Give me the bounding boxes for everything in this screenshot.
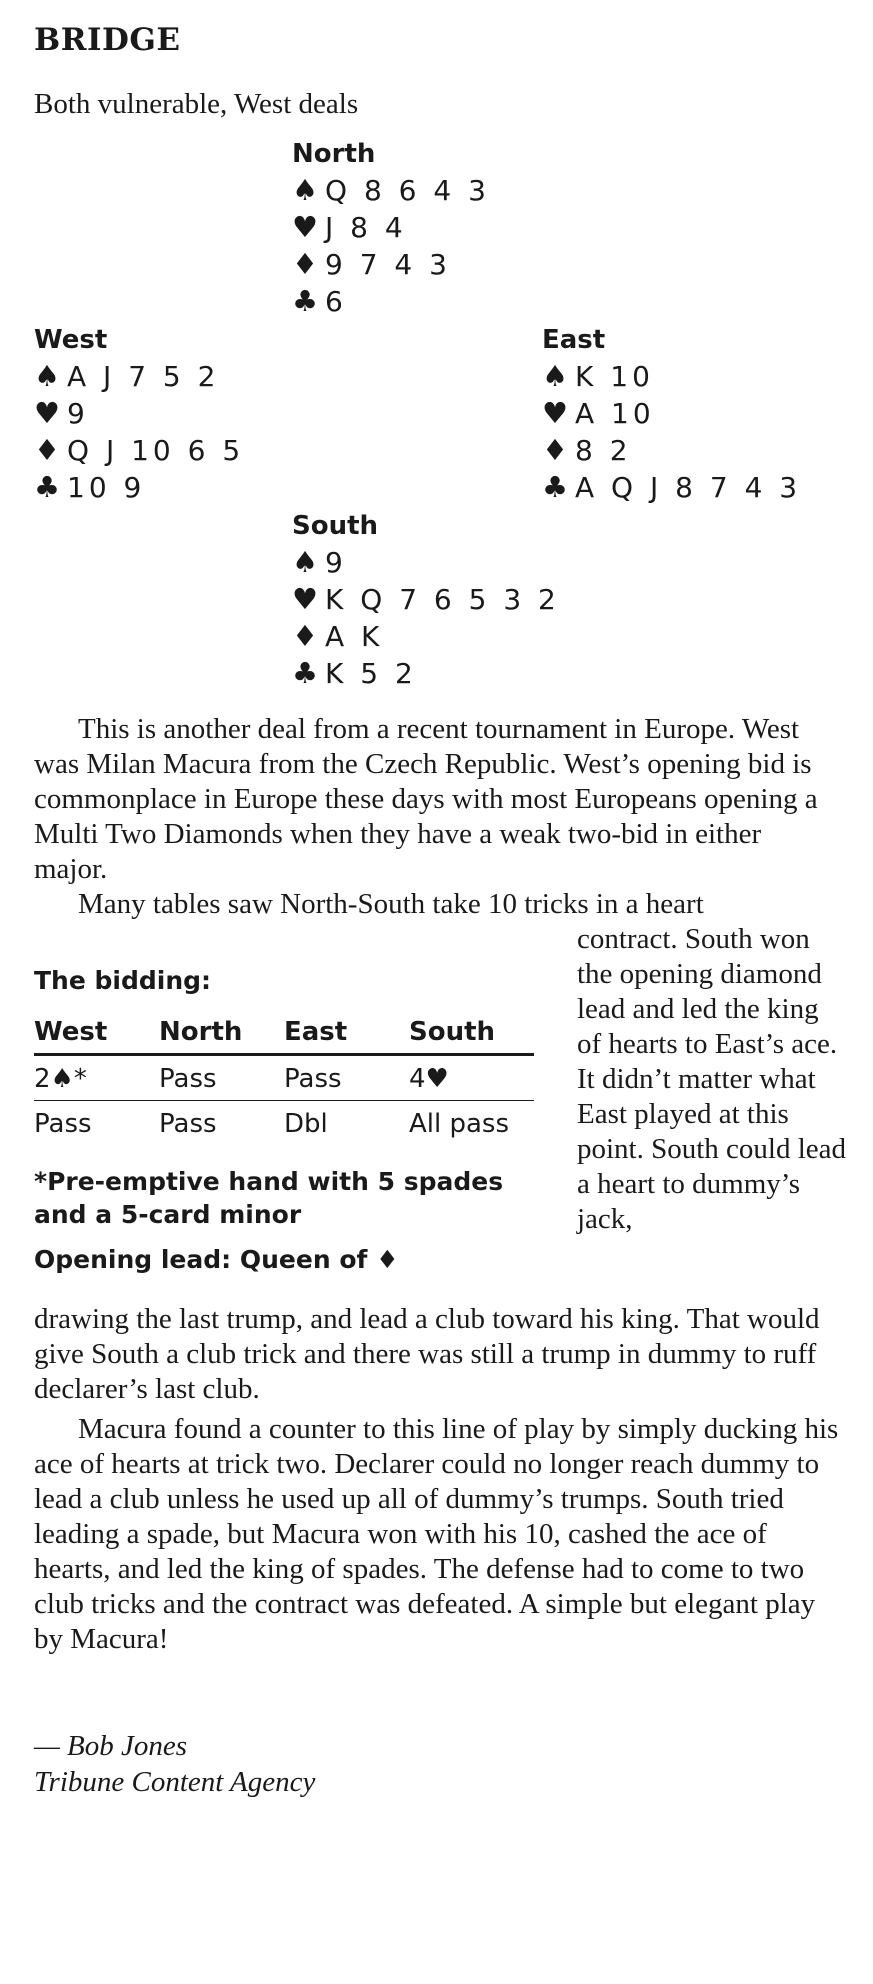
diamond-icon: ♦ <box>34 433 60 467</box>
bid-cell: Pass <box>284 1055 409 1101</box>
bidding-table <box>34 1015 534 1145</box>
spades-cards: 9 <box>325 546 347 579</box>
hand-label: West <box>34 325 108 355</box>
opening-lead: Opening lead: Queen of ♦ <box>34 1245 399 1274</box>
bidding-title: The bidding: <box>34 966 212 995</box>
bid-cell: Dbl <box>284 1109 328 1139</box>
article-paragraph-wrap: contract. South won the opening diamond lead and led the king of hearts to East’s ace. It didn’t matter what East played at this point. South could lead a heart to dummy’s jack, <box>577 923 847 1235</box>
column-header: West <box>34 1015 159 1055</box>
clubs-cards: 6 <box>325 285 347 318</box>
diamonds-cards: 8 2 <box>575 434 632 467</box>
hearts-cards: A 10 <box>575 397 655 430</box>
heart-icon: ♥ <box>542 396 568 430</box>
hand-north <box>292 136 490 320</box>
club-icon: ♣ <box>542 470 568 504</box>
table-row <box>34 1055 534 1101</box>
bidding-footnote: *Pre-emptive hand with 5 spades and a 5-card minor <box>34 1167 504 1229</box>
diamonds-cards: A K <box>325 620 384 653</box>
club-icon: ♣ <box>292 284 318 318</box>
diamond-icon: ♦ <box>542 433 568 467</box>
hearts-row <box>292 209 490 246</box>
spades-row <box>542 358 801 395</box>
hearts-cards: K Q 7 6 5 3 2 <box>325 583 560 616</box>
spade-icon: ♠ <box>292 545 318 579</box>
spades-cards: A J 7 5 2 <box>67 360 220 393</box>
spades-row <box>292 172 490 209</box>
spade-icon: ♠ <box>292 173 318 207</box>
clubs-row <box>292 283 490 320</box>
hand-east <box>542 322 801 506</box>
hearts-row <box>34 395 244 432</box>
club-icon: ♣ <box>292 656 318 690</box>
bidding-box <box>34 966 534 1274</box>
hand-label: East <box>542 325 606 355</box>
spades-row <box>34 358 244 395</box>
spades-cards: Q 8 6 4 3 <box>325 174 490 207</box>
diamonds-row <box>542 432 801 469</box>
hearts-cards: 9 <box>67 397 89 430</box>
hand-south <box>292 508 560 692</box>
table-row <box>34 1101 534 1146</box>
hearts-row <box>292 581 560 618</box>
diamond-icon: ♦ <box>292 247 318 281</box>
clubs-cards: K 5 2 <box>325 657 417 690</box>
agency: Tribune Content Agency <box>34 1766 316 1798</box>
spade-icon: ♠ <box>542 359 568 393</box>
article-paragraph-start: Many tables saw North-South take 10 tricks in a heart <box>78 888 704 920</box>
article-paragraph: This is another deal from a recent tournament in Europe. West was Milan Macura from the Czech Republic. West’s opening bid is commonplace in Europe these days with most Europeans opening a Multi Two Diamonds when they have a weak two-bid in either major. <box>34 713 818 885</box>
bidding-header-row <box>34 1015 534 1055</box>
clubs-row <box>34 469 244 506</box>
bid-cell: All pass <box>409 1109 510 1139</box>
bid-cell: Pass <box>159 1055 284 1101</box>
bid-cell: 4♥ <box>409 1055 534 1101</box>
bid-cell: 2♠* <box>34 1055 159 1101</box>
column-header: North <box>159 1015 284 1055</box>
clubs-cards: A Q J 8 7 4 3 <box>575 471 802 504</box>
article-paragraph: Macura found a counter to this line of play by simply ducking his ace of hearts at trick two. Declarer could no longer reach dummy to lead a club unless he used up all of dummy’s trumps. South tried leading a spade, but Macura won with his 10, cashed the ace of hearts, and led the king of spades. The defense had to come to two club tricks and the contract was defeated. A simple but elegant play by Macura! <box>34 1413 839 1655</box>
spade-icon: ♠ <box>34 359 60 393</box>
heart-icon: ♥ <box>292 582 318 616</box>
diamonds-row <box>292 618 560 655</box>
clubs-row <box>542 469 801 506</box>
byline <box>34 1728 315 1800</box>
clubs-row <box>292 655 560 692</box>
author: — Bob Jones <box>34 1730 188 1762</box>
hand-label: North <box>292 139 376 169</box>
diamond-icon: ♦ <box>292 619 318 653</box>
hearts-cards: J 8 4 <box>325 211 407 244</box>
heart-icon: ♥ <box>292 210 318 244</box>
bid-cell: Pass <box>34 1109 92 1139</box>
article-paragraph-continued: drawing the last trump, and lead a club toward his king. That would give South a club trick and there was still a trump in dummy to ruff declarer’s last club. <box>34 1303 820 1405</box>
column-header: South <box>409 1015 534 1055</box>
spades-cards: K 10 <box>575 360 654 393</box>
diamonds-row <box>292 246 490 283</box>
column-header: East <box>284 1015 409 1055</box>
diamonds-cards: Q J 10 6 5 <box>67 434 245 467</box>
spades-row <box>292 544 560 581</box>
column-title: BRIDGE <box>34 22 181 58</box>
hand-label: South <box>292 511 379 541</box>
diamonds-cards: 9 7 4 3 <box>325 248 451 281</box>
heart-icon: ♥ <box>34 396 60 430</box>
diamonds-row <box>34 432 244 469</box>
deal-conditions: Both vulnerable, West deals <box>34 88 359 120</box>
hearts-row <box>542 395 801 432</box>
bid-cell: Pass <box>159 1109 217 1139</box>
club-icon: ♣ <box>34 470 60 504</box>
hand-west <box>34 322 244 506</box>
clubs-cards: 10 9 <box>67 471 146 504</box>
